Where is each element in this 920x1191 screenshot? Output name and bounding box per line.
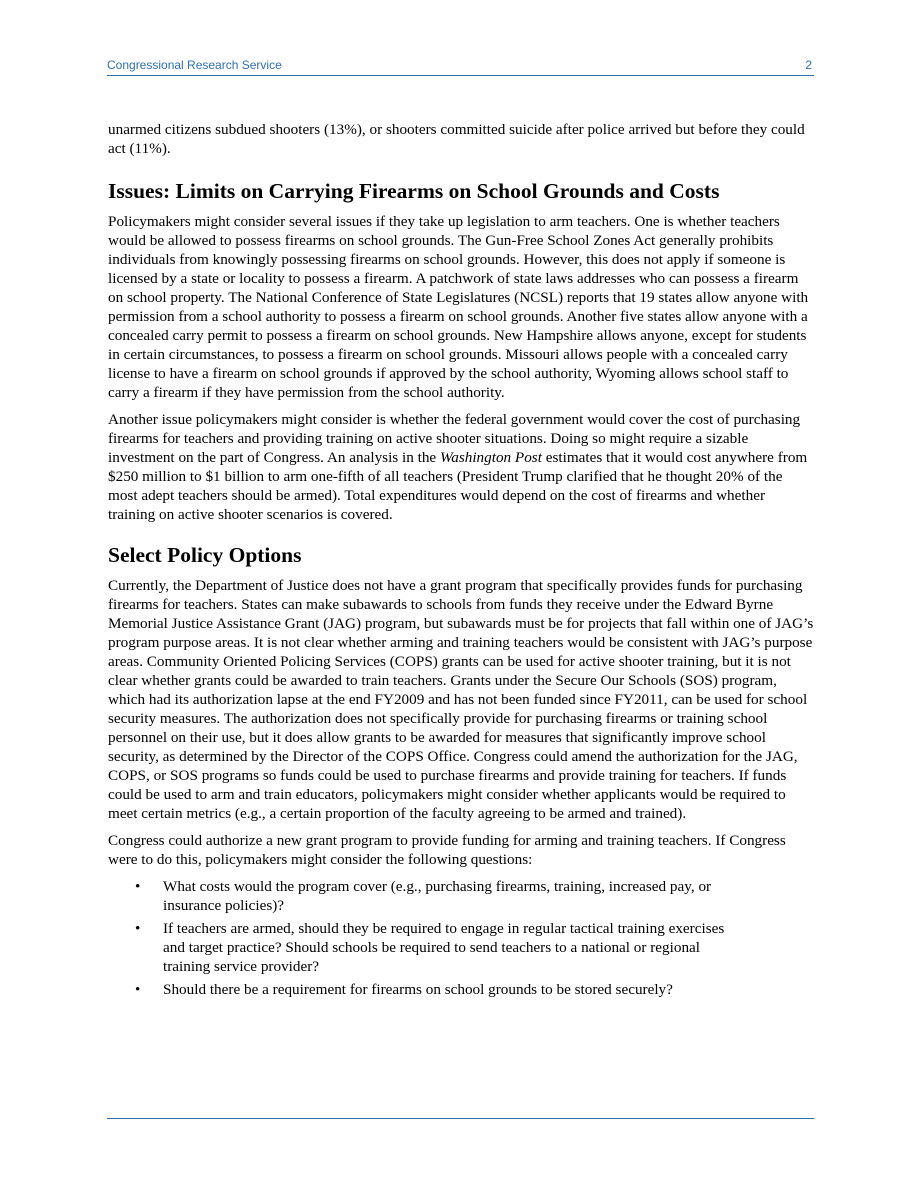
policy-options-paragraph-1: Currently, the Department of Justice does not have a grant program that specifically provides funds for purchasing firearms for teachers. States can make subawards to schools from funds they receive under the Edward Byrne Memorial Justice Assistance Grant (JAG) program, but subawards must be for projects that fall within one of JAG’s program purpose areas. It is not clear whether arming and training teachers would be consistent with JAG’s purpose areas. Community Oriented Policing Services (COPS) grants can be used for active shooter training, but it is not clear whether grants could be awarded to train teachers. Grants under the Secure Our Schools (SOS) program, which had its authorization lapse at the end FY2009 and has not been funded since FY2011, can be used for school security measures. The authorization does not specifically provide for purchasing firearms or training school personnel on their use, but it does allow grants to be awarded for measures that significantly improve school security, as determined by the Director of the COPS Office. Congress could amend the authorization for the JAG, COPS, or SOS programs so funds could be used to purchase firearms and provide training for teachers. If funds could be used to arm and train educators, policymakers might consider whether applicants would be required to meet certain metrics (e.g., a certain proportion of the faculty agreeing to be armed and trained). [108,577,814,822]
section-heading-policy-options: Select Policy Options [108,543,302,567]
policy-questions-list [108,877,814,999]
footer-divider [107,1118,814,1119]
list-item-text: Should there be a requirement for firearms on school grounds to be stored securely? [163,981,673,998]
section-heading-issues: Issues: Limits on Carrying Firearms on School Grounds and Costs [108,179,720,203]
document-body [108,120,814,1003]
issues-paragraph-1: Policymakers might consider several issues if they take up legislation to arm teachers. One is whether teachers would be allowed to possess firearms on school grounds. The Gun-Free School Zones Act generally prohibits individuals from knowingly possessing firearms on school grounds. However, this does not apply if someone is licensed by a state or locality to possess a firearm. A patchwork of state laws addresses who can possess a firearm on school property. The National Conference of State Legislatures (NCSL) reports that 19 states allow anyone with permission from a school authority to possess a firearm on school grounds. Another five states allow anyone with a concealed carry permit to possess a firearm on school grounds. New Hampshire allows anyone, except for students in certain circumstances, to possess a firearm on school grounds. Missouri allows people with a concealed carry license to have a firearm on school grounds if approved by the school authority, Wyoming allows school staff to carry a firearm if they have permission from the school authority. [108,213,809,401]
issues-paragraph-2-part-1: Another issue policymakers might consider is whether the federal government would cover the cost of purchasing firearms for teachers and providing training on active shooter situations. Doing so might require a sizable investment on the part of Congress. An analysis in the [108,411,801,466]
bullet-glyph: • [135,920,141,937]
organization-name: Congressional Research Service [107,58,282,72]
list-item [108,877,814,915]
intro-continuation-paragraph: unarmed citizens subdued shooters (13%), or shooters committed suicide after police arrived but before they could act (11%). [108,121,805,157]
issues-paragraph-2-part-2: estimates that it would cost anywhere from $250 million to $1 billion to arm one-fifth of all teachers (President Trump clarified that he thought 20% of the most adept teachers should be armed). Total expenditures would depend on the cost of firearms and whether training on active shooter scenarios is covered. [108,449,808,523]
policy-options-paragraph-2: Congress could authorize a new grant program to provide funding for arming and training teachers. If Congress were to do this, policymakers might consider the following questions: [108,832,786,868]
list-item [108,919,814,976]
publication-title: Washington Post [439,449,542,466]
page-header [107,57,814,76]
page-number: 2 [805,58,812,72]
issues-paragraph-2 [108,410,814,524]
list-item-text: If teachers are armed, should they be required to engage in regular tactical training exercises and target practice? Should schools be required to send teachers to a national or regional training service provider? [163,920,725,975]
list-item [108,980,814,999]
list-item-text: What costs would the program cover (e.g., purchasing firearms, training, increased pay, or insurance policies)? [163,878,712,914]
bullet-glyph: • [135,878,141,895]
bullet-glyph: • [135,981,141,998]
